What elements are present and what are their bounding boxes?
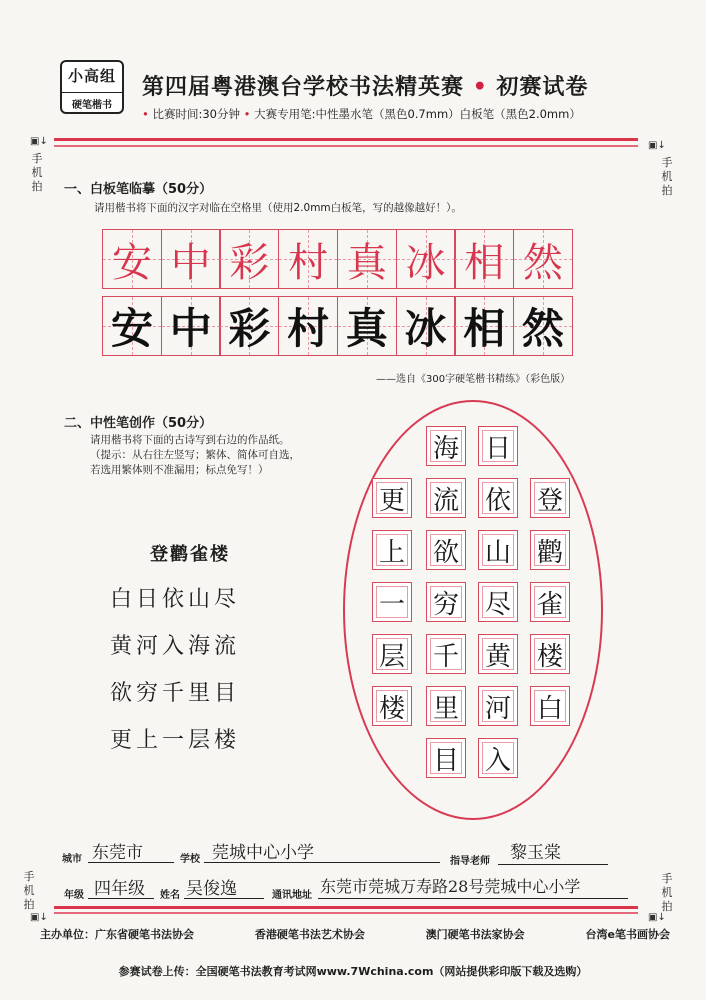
copied-char-cell: 村 xyxy=(278,296,338,356)
work-cell: 更 xyxy=(372,478,412,518)
teacher-label: 指导老师 xyxy=(450,856,490,867)
side-label-br: 手机拍 xyxy=(661,872,673,913)
copied-char-cell: 冰 xyxy=(396,296,456,356)
work-cell: 千 xyxy=(426,634,466,674)
work-cell: 里 xyxy=(426,686,466,726)
city-underline xyxy=(88,862,174,863)
copied-char-row xyxy=(102,296,572,356)
work-cell: 尽 xyxy=(478,582,518,622)
model-char-cell: 真 xyxy=(337,229,397,289)
work-cell: 上 xyxy=(372,530,412,570)
copied-char-cell: 相 xyxy=(454,296,514,356)
poem-title: 登鹳雀楼 xyxy=(150,544,230,565)
organizer-1: 主办单位：广东省硬笔书法协会 xyxy=(40,928,194,941)
school-field[interactable]: 莞城中心小学 xyxy=(212,843,314,863)
copied-char-cell: 然 xyxy=(513,296,573,356)
model-char-cell: 相 xyxy=(454,229,514,289)
grade-field[interactable]: 四年级 xyxy=(94,879,145,899)
work-cell: 山 xyxy=(478,530,518,570)
poem-line: 白日依山尽 xyxy=(110,587,241,612)
name-label: 姓名 xyxy=(160,890,180,901)
poem-block xyxy=(110,540,270,754)
model-char-cell: 安 xyxy=(102,229,162,289)
bottom-divider-thin xyxy=(54,912,638,914)
work-cell: 黄 xyxy=(478,634,518,674)
copied-char-cell: 中 xyxy=(161,296,221,356)
bullet-2: • xyxy=(243,107,251,121)
model-char-row xyxy=(102,229,572,289)
address-field[interactable]: 东莞市莞城万寿路28号莞城中心小学 xyxy=(320,877,581,896)
page-title xyxy=(142,70,588,101)
camera-icon: ▣↓ xyxy=(30,136,48,147)
section1-instruction: 请用楷书将下面的汉字对临在空格里（使用2.0mm白板笔，写的越像越好！）。 xyxy=(94,202,462,214)
top-divider-thin xyxy=(54,145,638,147)
work-cell: 流 xyxy=(426,478,466,518)
logo-group-label: 小高组 xyxy=(67,67,116,85)
logo-box xyxy=(60,60,124,114)
work-cell: 目 xyxy=(426,738,466,778)
work-cell: 白 xyxy=(530,686,570,726)
model-char-cell: 冰 xyxy=(396,229,456,289)
camera-icon: ▣↓ xyxy=(648,912,666,923)
teacher-field[interactable]: 黎玉棠 xyxy=(510,843,561,863)
work-cell: 楼 xyxy=(372,686,412,726)
side-label-tl: 手机拍 xyxy=(31,152,43,193)
work-cell: 楼 xyxy=(530,634,570,674)
model-char-cell: 村 xyxy=(278,229,338,289)
section2-instruction: 请用楷书将下面的古诗写到右边的作品纸。 xyxy=(90,434,290,446)
bottom-divider xyxy=(54,906,638,909)
work-cell: 入 xyxy=(478,738,518,778)
model-char-cell: 中 xyxy=(161,229,221,289)
city-label: 城市 xyxy=(62,854,82,865)
competition-title: 第四届粤港澳台学校书法精英赛 xyxy=(142,74,465,100)
school-underline xyxy=(204,862,440,863)
camera-icon: ▣↓ xyxy=(648,140,666,151)
work-cell: 穷 xyxy=(426,582,466,622)
work-cell: 雀 xyxy=(530,582,570,622)
work-cell: 欲 xyxy=(426,530,466,570)
section2-hint-1: （提示：从右往左竖写；繁体、简体可自选， xyxy=(90,449,300,461)
address-underline xyxy=(318,898,628,899)
school-label: 学校 xyxy=(180,854,200,865)
work-cell: 鹳 xyxy=(530,530,570,570)
bullet-1: • xyxy=(142,107,149,121)
organizer-4: 台湾e笔书画协会 xyxy=(585,928,670,941)
grade-label: 年级 xyxy=(64,890,84,901)
work-cell: 海 xyxy=(426,426,466,466)
name-field[interactable]: 吴俊逸 xyxy=(186,879,237,899)
exam-stage: 初赛试卷 xyxy=(496,74,589,100)
section2-heading: 二、中性笔创作（50分） xyxy=(64,416,213,431)
organizer-2: 香港硬笔书法艺术协会 xyxy=(254,928,365,941)
pen-requirements: 大赛专用笔:中性墨水笔（黑色0.7mm）白板笔（黑色2.0mm） xyxy=(254,107,581,121)
grade-underline xyxy=(88,898,154,899)
poem-line: 欲穷千里目 xyxy=(110,681,241,706)
section1-heading: 一、白板笔临摹（50分） xyxy=(64,182,213,197)
copied-char-cell: 真 xyxy=(337,296,397,356)
poem-line: 更上一层楼 xyxy=(110,728,241,753)
copied-char-cell: 彩 xyxy=(219,296,279,356)
top-divider xyxy=(54,138,638,141)
work-cell: 河 xyxy=(478,686,518,726)
side-label-bl: 手机拍 xyxy=(23,870,35,911)
work-cell: 一 xyxy=(372,582,412,622)
poem-line: 黄河入海流 xyxy=(110,634,241,659)
model-char-cell: 然 xyxy=(513,229,573,289)
work-cell: 日 xyxy=(478,426,518,466)
source-credit: ——选自《300字硬笔楷书精练》（彩色版） xyxy=(376,374,571,385)
logo-category-label: 硬笔楷书 xyxy=(62,92,122,111)
organizer-3: 澳门硬笔书法家协会 xyxy=(425,928,525,941)
work-cell: 依 xyxy=(478,478,518,518)
section2-hint-2: 若选用繁体则不准漏用；标点免写！） xyxy=(90,464,269,476)
exam-info xyxy=(142,106,581,122)
address-label: 通讯地址 xyxy=(272,890,312,901)
title-dot: • xyxy=(472,74,488,100)
organizers xyxy=(40,926,670,942)
teacher-underline xyxy=(498,864,608,865)
time-limit: 比赛时间:30分钟 xyxy=(152,107,240,121)
camera-icon: ▣↓ xyxy=(30,912,48,923)
work-cell: 登 xyxy=(530,478,570,518)
name-underline xyxy=(184,898,264,899)
work-cell: 层 xyxy=(372,634,412,674)
copied-char-cell: 安 xyxy=(102,296,162,356)
upload-notice: 参赛试卷上传：全国硬笔书法教育考试网www.7Wchina.com（网站提供彩印版下载及选购） xyxy=(118,965,588,978)
side-label-tr: 手机拍 xyxy=(661,156,673,197)
city-field[interactable]: 东莞市 xyxy=(92,843,143,863)
model-char-cell: 彩 xyxy=(219,229,279,289)
